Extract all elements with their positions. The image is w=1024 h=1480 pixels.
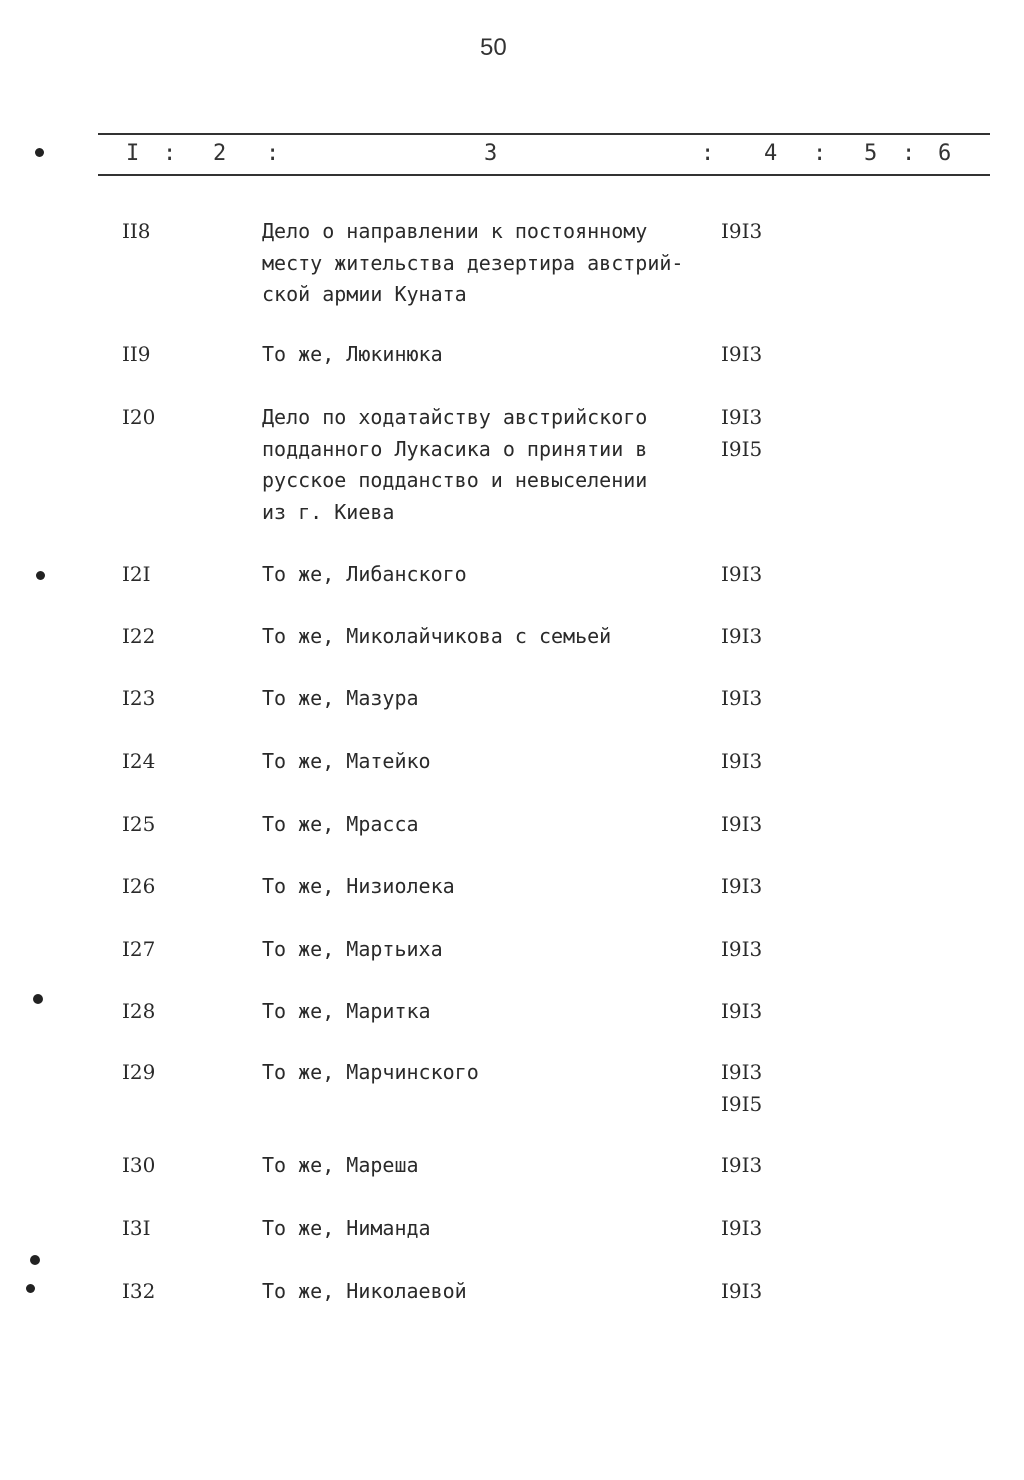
column-header-2: 2 [213, 141, 227, 166]
description-line: То же, Мареша [262, 1153, 419, 1177]
description-line: ской армии Куната [262, 282, 467, 306]
row-years [721, 683, 762, 715]
row-years [721, 1213, 762, 1245]
year: I9I3 [721, 1060, 763, 1084]
row-number: I23 [122, 686, 156, 710]
row-years [721, 216, 762, 248]
description-line: из г. Киева [262, 499, 395, 524]
year: I9I3 [721, 999, 763, 1023]
row-description [262, 559, 467, 591]
column-header-1: I [126, 141, 140, 166]
row-number: I25 [122, 812, 156, 836]
year: I9I3 [721, 624, 763, 648]
header-rule-bottom [98, 174, 990, 176]
description-line: месту жительства дезертира австрий- [262, 250, 684, 275]
row-years [721, 996, 762, 1028]
row-description [262, 1213, 431, 1245]
row-years [721, 339, 762, 371]
row-number: I28 [122, 999, 156, 1023]
row-description [262, 1276, 467, 1308]
row-number: I30 [122, 1153, 156, 1177]
row-number: II9 [122, 342, 151, 366]
year: I9I3 [721, 1279, 763, 1303]
row-number: II8 [122, 219, 151, 243]
column-separator: : [701, 141, 715, 166]
column-separator: : [163, 141, 177, 166]
row-number: I22 [122, 624, 156, 648]
column-separator: : [813, 141, 827, 166]
year: I9I3 [721, 1216, 763, 1240]
row-description [262, 216, 683, 311]
row-years [721, 934, 762, 966]
description-line: подданного Лукасика о принятии в [262, 436, 648, 461]
description-line: То же, Либанского [262, 562, 467, 586]
description-line: То же, Мартьиха [262, 937, 443, 961]
column-separator: : [902, 141, 916, 166]
column-header-5: 5 [864, 141, 878, 166]
row-description [262, 809, 419, 841]
row-years [721, 1057, 762, 1120]
description-line: То же, Мазура [262, 686, 419, 710]
row-years [721, 1276, 762, 1308]
row-number: I24 [122, 749, 156, 773]
scan-dot [33, 994, 43, 1004]
row-description [262, 1150, 419, 1182]
row-number: I20 [122, 405, 156, 429]
year: I9I3 [721, 937, 763, 961]
description-line: То же, Маритка [262, 999, 431, 1023]
row-description [262, 871, 455, 903]
year: I9I3 [721, 749, 763, 773]
row-description [262, 339, 443, 371]
scan-dot [30, 1255, 40, 1265]
header-rule-top [98, 133, 990, 135]
year: I9I5 [721, 436, 763, 461]
year: I9I3 [721, 686, 763, 710]
page-number: 50 [480, 34, 507, 61]
column-header-6: 6 [938, 141, 952, 166]
scan-dot [26, 1284, 35, 1293]
column-separator: : [266, 141, 280, 166]
description-line: То же, Марчинского [262, 1060, 479, 1084]
description-line: Дело по ходатайству австрийского [262, 405, 648, 429]
row-number: I29 [122, 1060, 156, 1084]
row-description [262, 621, 611, 653]
row-number: I2I [122, 562, 151, 586]
year: I9I3 [721, 874, 763, 898]
row-years [721, 1150, 762, 1182]
year: I9I3 [721, 812, 763, 836]
year: I9I5 [721, 1091, 763, 1116]
row-years [721, 746, 762, 778]
row-description [262, 402, 647, 528]
description-line: То же, Люкинюка [262, 342, 443, 366]
row-years [721, 621, 762, 653]
year: I9I3 [721, 1153, 763, 1177]
description-line: Дело о направлении к постоянному [262, 219, 648, 243]
row-description [262, 996, 431, 1028]
year: I9I3 [721, 405, 763, 429]
row-years [721, 809, 762, 841]
row-number: I26 [122, 874, 156, 898]
row-number: I3I [122, 1216, 151, 1240]
row-number: I27 [122, 937, 156, 961]
scan-dot [35, 148, 44, 157]
column-header-3: 3 [484, 141, 498, 166]
row-years [721, 402, 762, 465]
description-line: То же, Матейко [262, 749, 431, 773]
row-years [721, 871, 762, 903]
row-description [262, 746, 431, 778]
description-line: То же, Мрасса [262, 812, 419, 836]
column-header-4: 4 [764, 141, 778, 166]
row-description [262, 683, 419, 715]
year: I9I3 [721, 342, 763, 366]
year: I9I3 [721, 219, 763, 243]
row-number: I32 [122, 1279, 156, 1303]
scan-dot [36, 571, 45, 580]
row-description [262, 1057, 479, 1089]
description-line: То же, Низиолека [262, 874, 455, 898]
description-line: То же, Ниманда [262, 1216, 431, 1240]
row-years [721, 559, 762, 591]
description-line: То же, Миколайчикова с семьей [262, 624, 612, 648]
row-description [262, 934, 443, 966]
description-line: русское подданство и невыселении [262, 468, 648, 492]
description-line: То же, Николаевой [262, 1279, 467, 1303]
year: I9I3 [721, 562, 763, 586]
